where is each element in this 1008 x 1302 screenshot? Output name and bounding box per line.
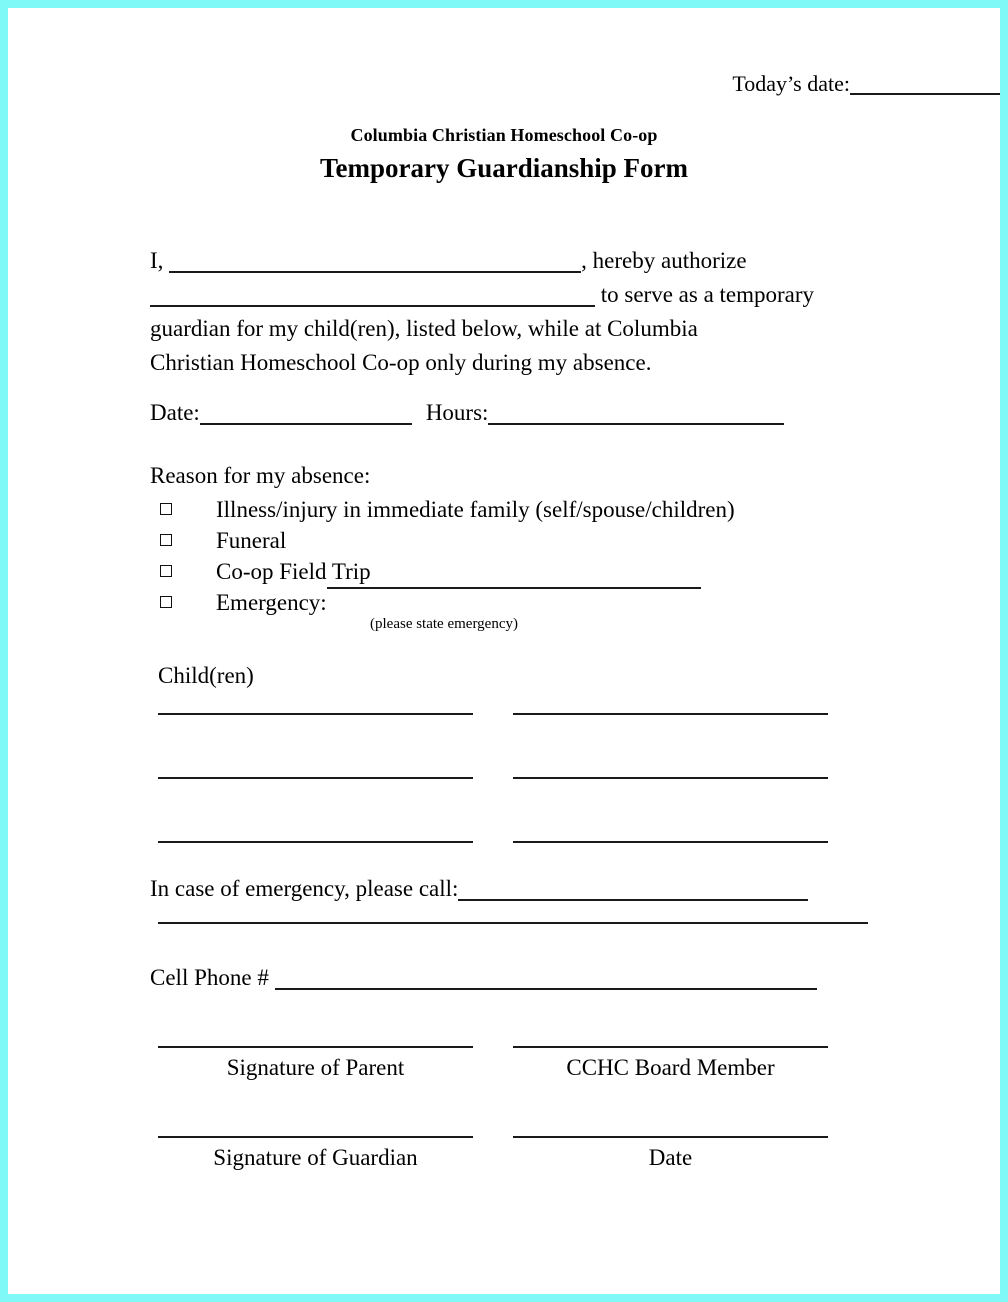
- todays-date-label: Today’s date:: [732, 71, 850, 96]
- authorization-suffix: , hereby authorize: [581, 248, 747, 273]
- child-name-blank-line[interactable]: [158, 777, 473, 779]
- checkbox-label-emergency: Emergency:: [216, 590, 327, 615]
- hours-label: Hours:: [425, 400, 489, 425]
- reason-for-absence-section: [150, 460, 890, 618]
- signature-rule-row: [8, 1046, 1000, 1048]
- child-name-blank-line[interactable]: [513, 841, 828, 843]
- emergency-caption: (please state emergency): [370, 616, 518, 632]
- board-member-caption: CCHC Board Member: [566, 1055, 775, 1080]
- signature-rule-row: [8, 1136, 1000, 1138]
- checkbox-label-funeral: Funeral: [216, 528, 287, 553]
- form-title: Temporary Guardianship Form: [319, 153, 689, 183]
- signature-date-blank-line[interactable]: [513, 1136, 828, 1138]
- authorization-paragraph: [150, 244, 880, 380]
- cell-phone-blank-line[interactable]: [275, 988, 817, 990]
- organization-name: Columbia Christian Homeschool Co-op: [350, 125, 658, 145]
- parent-name-blank-line[interactable]: [169, 271, 581, 273]
- document-sheet: [8, 8, 1000, 1294]
- checkbox-row-funeral[interactable]: [150, 525, 890, 556]
- emergency-contact-blank-line[interactable]: [458, 899, 808, 901]
- signature-of-guardian-caption: Signature of Guardian: [213, 1145, 418, 1170]
- guardian-name-blank-line[interactable]: [150, 305, 595, 307]
- child-name-blank-line[interactable]: [158, 713, 473, 715]
- emergency-contact-row: [150, 874, 910, 904]
- checkbox-row-illness[interactable]: [150, 494, 890, 525]
- checkbox-icon[interactable]: [160, 503, 172, 515]
- signature-of-guardian-blank-line[interactable]: [158, 1136, 473, 1138]
- cell-phone-label: Cell Phone #: [150, 965, 275, 990]
- authorization-line-4: Christian Homeschool Co-op only during my absence.: [150, 350, 652, 375]
- signature-of-parent-caption: Signature of Parent: [226, 1055, 405, 1080]
- child-name-blank-line[interactable]: [513, 777, 828, 779]
- children-heading: Child(ren): [158, 663, 254, 688]
- authorization-line-2: [150, 278, 880, 312]
- reason-heading: Reason for my absence:: [150, 463, 371, 488]
- authorization-line-3: guardian for my child(ren), listed below, while at Columbia: [150, 316, 698, 341]
- todays-date-field[interactable]: [8, 70, 1008, 98]
- hours-blank-line[interactable]: [488, 423, 784, 425]
- date-hours-row: [150, 398, 910, 428]
- checkbox-icon[interactable]: [160, 534, 172, 546]
- signature-of-parent-blank-line[interactable]: [158, 1046, 473, 1048]
- signature-date-caption: Date: [648, 1145, 693, 1170]
- board-member-blank-line[interactable]: [513, 1046, 828, 1048]
- checkbox-icon[interactable]: [160, 596, 172, 608]
- child-name-row: [8, 713, 1000, 715]
- cell-phone-row: [150, 963, 910, 993]
- authorization-line-2-text: to serve as a temporary: [595, 282, 815, 307]
- child-name-row: [8, 777, 1000, 779]
- child-name-blank-line[interactable]: [513, 713, 828, 715]
- emergency-contact-blank-line-continued[interactable]: [158, 922, 868, 924]
- authorization-prefix: I,: [150, 248, 170, 273]
- child-name-blank-line[interactable]: [158, 841, 473, 843]
- child-name-row: [8, 841, 1000, 843]
- checkbox-label-illness: Illness/injury in immediate family (self/spouse/children): [216, 497, 735, 522]
- title-block: [8, 123, 1004, 185]
- emergency-call-label: In case of emergency, please call:: [150, 876, 459, 901]
- checkbox-label-coop-field-trip: Co-op Field Trip: [216, 559, 371, 584]
- emergency-description-blank-line[interactable]: [327, 587, 701, 589]
- date-label: Date:: [150, 400, 200, 425]
- checkbox-row-coop-field-trip[interactable]: [150, 556, 890, 587]
- authorization-line-1: [150, 244, 880, 278]
- checkbox-icon[interactable]: [160, 565, 172, 577]
- todays-date-blank-line[interactable]: [850, 93, 1000, 95]
- date-blank-line[interactable]: [200, 423, 412, 425]
